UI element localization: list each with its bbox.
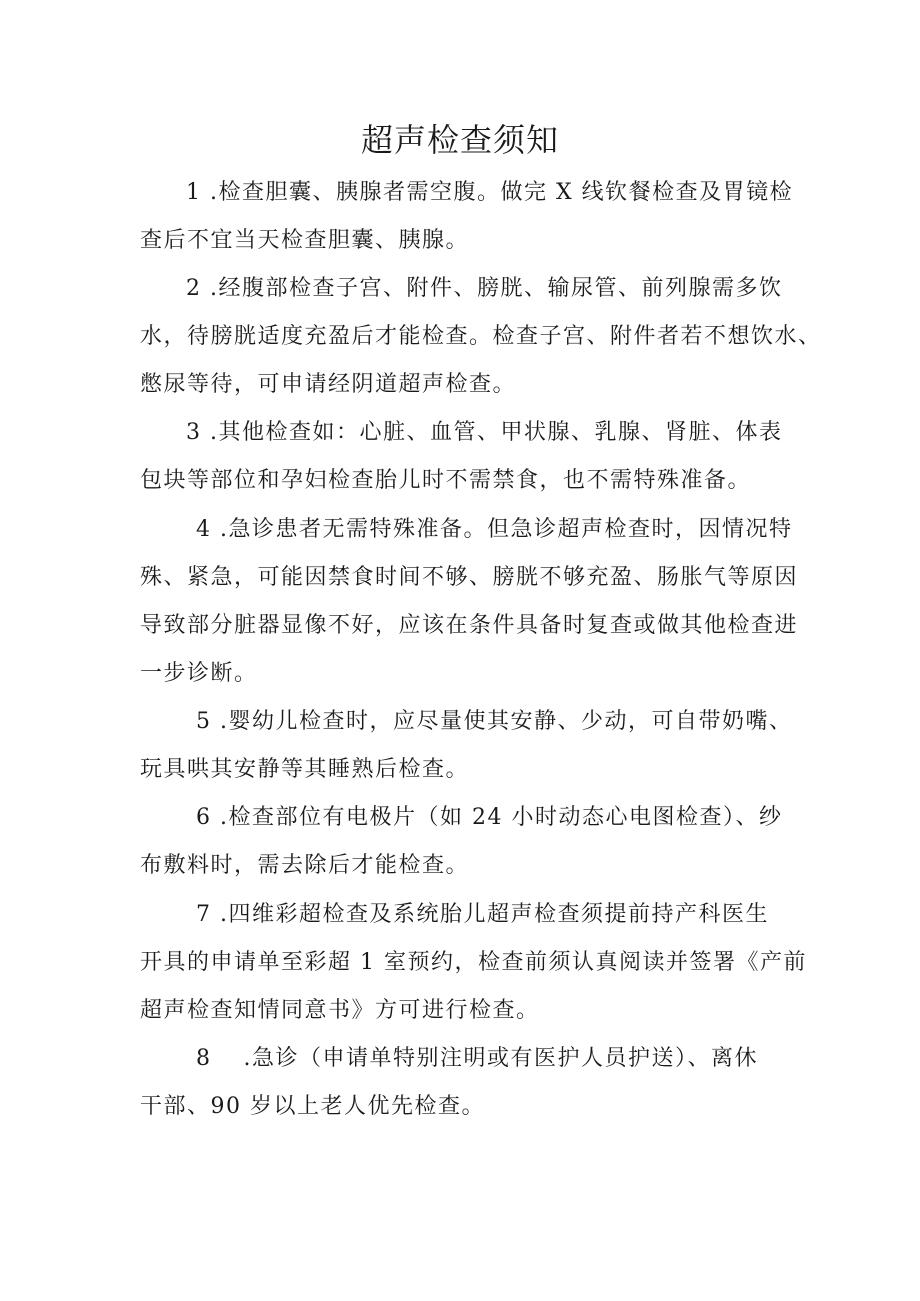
- item-2-line-1: 2 .经腹部检查子宫、附件、膀胱、输尿管、前列腺需多饮: [186, 276, 783, 301]
- item-6-line-1: 6 .检查部位有电极片（如 24 小时动态心电图检查）、纱: [196, 805, 783, 830]
- item-8-line-1: 8 .急诊（申请单特别注明或有医护人员护送）、离休: [196, 1046, 758, 1071]
- item-6-line-2: 布敷料时，需去除后才能检查。: [140, 853, 470, 878]
- item-4-line-2: 殊、紧急，可能因禁食时间不够、膀胱不够充盈、肠胀气等原因: [140, 565, 799, 590]
- item-7-line-2: 开具的申请单至彩超 1 室预约，检查前须认真阅读并签署《产前: [140, 950, 807, 975]
- document-title: 超声检查须知: [360, 121, 559, 159]
- item-1-line-2: 查后不宜当天检查胆囊、胰腺。: [140, 228, 470, 253]
- item-4-line-4: 一步诊断。: [140, 661, 258, 686]
- item-2-line-2: 水，待膀胱适度充盈后才能检查。检查子宫、附件者若不想饮水、: [140, 324, 822, 349]
- item-4-line-1: 4 .急诊患者无需特殊准备。但急诊超声检查时，因情况特: [196, 517, 793, 542]
- item-5-line-2: 玩具哄其安静等其睡熟后检查。: [140, 757, 470, 782]
- item-3-line-1: 3 .其他检查如：心脏、血管、甲状腺、乳腺、肾脏、体表: [186, 420, 783, 445]
- item-7-line-3: 超声检查知情同意书》方可进行检查。: [140, 998, 540, 1023]
- item-1-line-1: 1 .检查胆囊、胰腺者需空腹。做完 X 线钦餐检查及胃镜检: [186, 180, 794, 205]
- item-5-line-1: 5 .婴幼儿检查时，应尽量使其安静、少动，可自带奶嘴、: [196, 709, 793, 734]
- item-7-line-1: 7 .四维彩超检查及系统胎儿超声检查须提前持产科医生: [196, 902, 769, 927]
- item-4-line-3: 导致部分脏器显像不好，应该在条件具备时复查或做其他检查进: [140, 613, 799, 638]
- item-8-line-2: 干部、90 岁以上老人优先检查。: [140, 1094, 485, 1119]
- item-2-line-3: 憋尿等待，可申请经阴道超声检查。: [140, 372, 517, 397]
- item-3-line-2: 包块等部位和孕妇检查胎儿时不需禁食，也不需特殊准备。: [140, 468, 752, 493]
